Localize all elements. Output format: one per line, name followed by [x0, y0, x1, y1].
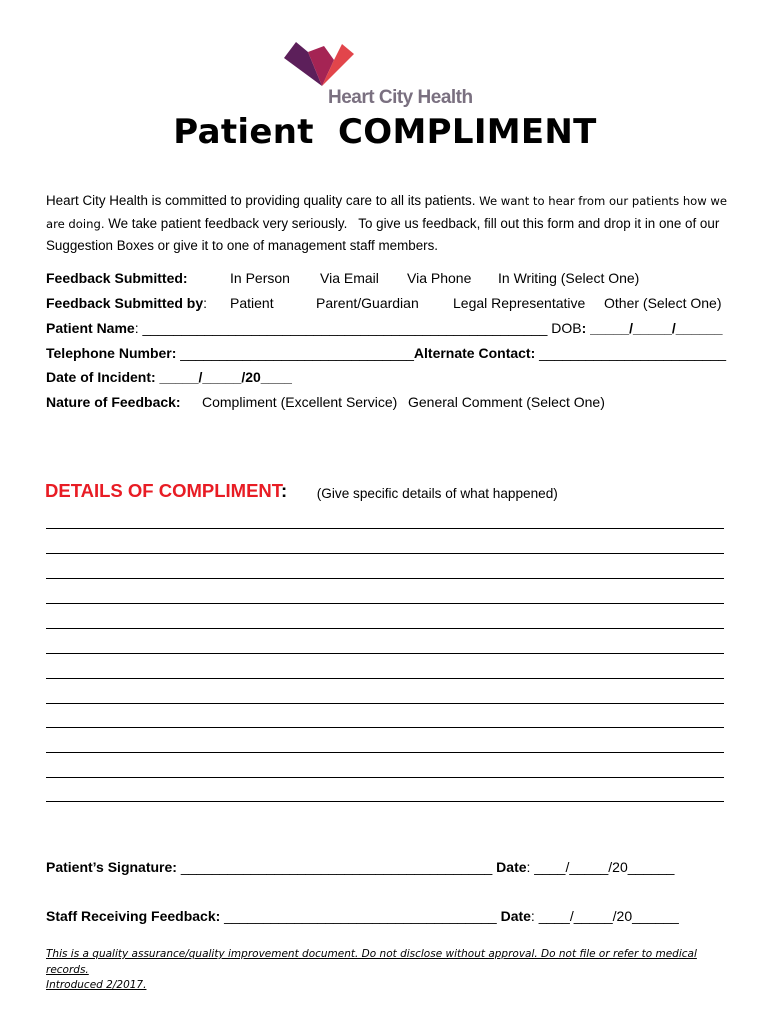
brand-name: Heart City Health: [328, 87, 473, 108]
signature-row: [46, 859, 674, 875]
submitted-by-label: Feedback Submitted by: [46, 295, 204, 311]
details-line[interactable]: [46, 653, 724, 654]
intro-part-3: We take patient feedback very seriously. To give us feedback, fill out this form and drop it in one of our Suggestion Boxes or give it to one of management staff members.: [46, 215, 724, 253]
signature-label: Patient’s Signature:: [46, 859, 177, 875]
details-line[interactable]: [46, 578, 724, 579]
page-title: Patient COMPLIMENT: [173, 112, 597, 152]
option-legal-representative[interactable]: Legal Representative: [453, 295, 586, 311]
details-line[interactable]: [46, 678, 724, 679]
details-heading-text: DETAILS OF COMPLIMENT: [45, 480, 282, 501]
patient-name-label: Patient Name: [46, 320, 135, 336]
details-colon: :: [281, 480, 288, 501]
details-instruction: (Give specific details of what happened): [313, 486, 558, 501]
staff-label: Staff Receiving Feedback:: [46, 908, 221, 924]
staff-field[interactable]: ___________________________________: [220, 908, 497, 924]
details-line[interactable]: [46, 528, 724, 529]
staff-date-field[interactable]: : ____/_____/20______: [530, 908, 679, 924]
signature-date-label: Date: [492, 859, 527, 875]
details-line[interactable]: [46, 801, 724, 802]
telephone-row: [46, 345, 726, 361]
footer-note: [46, 947, 736, 994]
submitted-by-colon: :: [203, 295, 208, 311]
option-via-phone[interactable]: Via Phone: [407, 270, 472, 286]
intro-paragraph: [46, 190, 736, 257]
incident-row: [46, 369, 292, 385]
incident-date-field[interactable]: _____/_____/20____: [155, 369, 292, 385]
details-line[interactable]: [46, 777, 724, 778]
footer-line-2: Introduced 2/2017.: [46, 979, 147, 991]
details-line[interactable]: [46, 727, 724, 728]
intro-part-1: Heart City Health is committed to providing quality care to all its patients.: [46, 193, 480, 208]
footer-line-1: This is a quality assurance/quality improvement document. Do not disclose without approval. Do not file or refer to medical records.: [46, 948, 697, 976]
feedback-submitted-label: Feedback Submitted:: [46, 270, 188, 286]
staff-row: [46, 908, 679, 924]
option-parent-guardian[interactable]: Parent/Guardian: [316, 295, 419, 311]
option-other[interactable]: Other (Select One): [604, 295, 722, 311]
alternate-contact-field[interactable]: ________________________: [535, 345, 727, 361]
details-line[interactable]: [46, 752, 724, 753]
patient-name-field[interactable]: ____________________________________________________: [138, 320, 548, 336]
details-line[interactable]: [46, 628, 724, 629]
alternate-contact-label: Alternate Contact:: [413, 345, 536, 361]
option-compliment[interactable]: Compliment (Excellent Service): [202, 394, 398, 410]
details-line[interactable]: [46, 603, 724, 604]
signature-date-field[interactable]: : ____/_____/20______: [526, 859, 675, 875]
dob-label: DOB: [547, 320, 582, 336]
details-line[interactable]: [46, 703, 724, 704]
option-in-writing[interactable]: In Writing (Select One): [498, 270, 640, 286]
intro-part-2: We want to hear from our patients how we are doing.: [46, 194, 728, 231]
option-via-email[interactable]: Via Email: [320, 270, 379, 286]
telephone-field[interactable]: ______________________________: [176, 345, 414, 361]
patient-name-row: [46, 320, 723, 336]
details-heading: [45, 480, 287, 502]
incident-label: Date of Incident:: [46, 369, 156, 385]
option-general-comment[interactable]: General Comment (Select One): [408, 394, 605, 410]
option-patient[interactable]: Patient: [230, 295, 274, 311]
staff-date-label: Date: [496, 908, 531, 924]
signature-field[interactable]: ________________________________________: [176, 859, 493, 875]
details-line[interactable]: [46, 553, 724, 554]
patient-name-colon: :: [134, 320, 139, 336]
telephone-label: Telephone Number:: [46, 345, 177, 361]
submitted-by-label-row: [46, 295, 207, 311]
option-in-person[interactable]: In Person: [230, 270, 290, 286]
nature-label: Nature of Feedback:: [46, 394, 181, 410]
dob-field[interactable]: : _____/_____/______: [581, 320, 723, 336]
